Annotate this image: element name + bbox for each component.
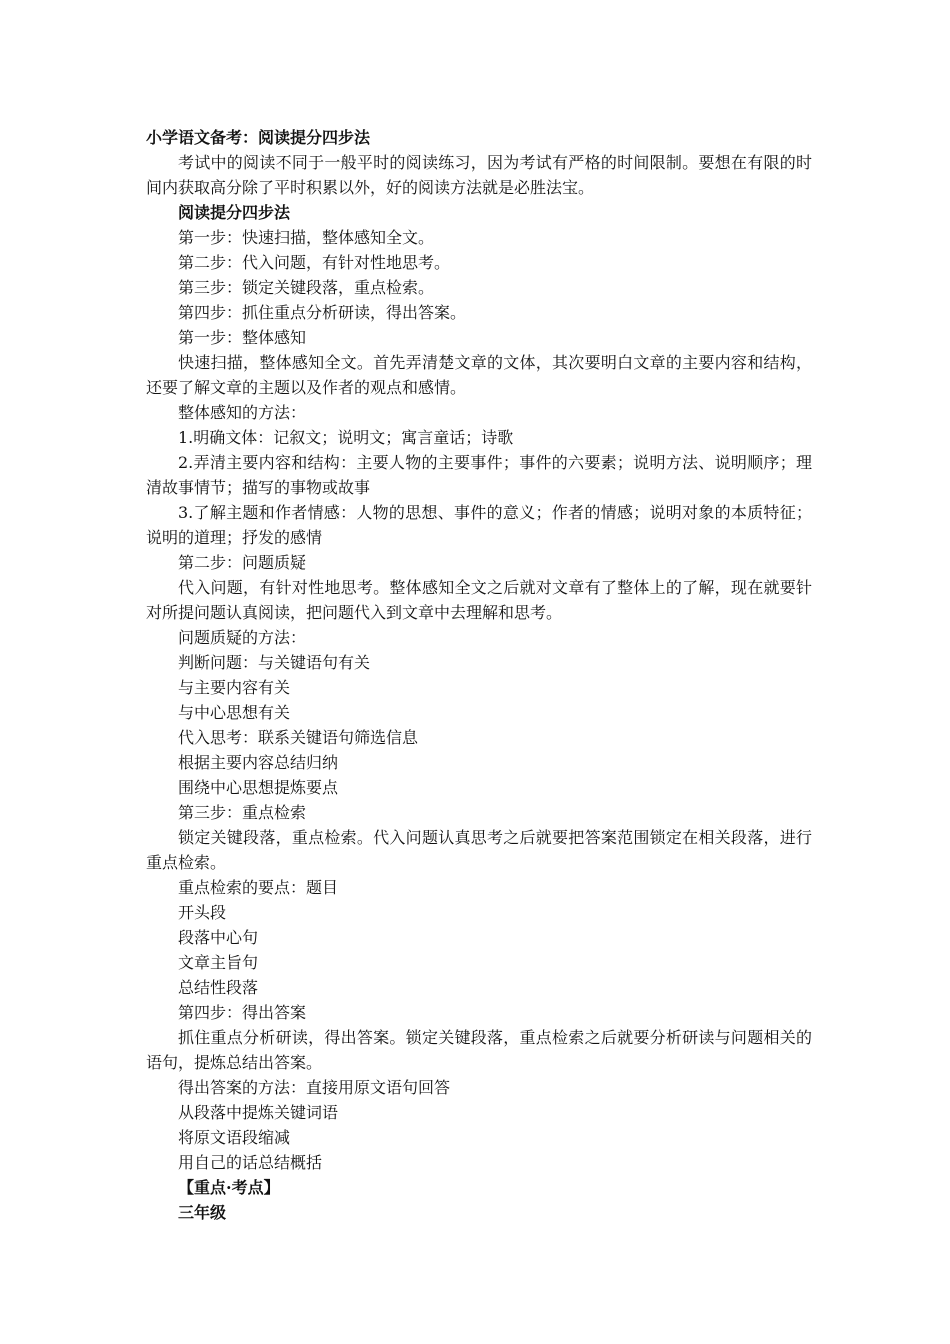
paragraph: 文章主旨句 [178, 953, 259, 972]
paragraph: 根据主要内容总结归纳 [178, 753, 339, 772]
paragraph: 重点检索的要点：题目 [178, 878, 339, 897]
paragraph: 将原文语段缩减 [178, 1128, 291, 1147]
paragraph: 3.了解主题和作者情感：人物的思想、事件的意义；作者的情感；说明对象的本质特征；说明的道理；抒发的感情 [146, 503, 812, 547]
paragraph: 第二步：问题质疑 [178, 553, 307, 572]
paragraph: 总结性段落 [178, 978, 259, 997]
paragraph: 整体感知的方法： [178, 403, 307, 422]
paragraph: 考试中的阅读不同于一般平时的阅读练习，因为考试有严格的时间限制。要想在有限的时间内获取高分除了平时积累以外，好的阅读方法就是必胜法宝。 [146, 153, 812, 197]
document-page [146, 125, 812, 1225]
paragraph: 问题质疑的方法： [178, 628, 307, 647]
document-body [146, 150, 812, 1225]
paragraph: 第二步：代入问题，有针对性地思考。 [178, 253, 451, 272]
paragraph: 第四步：得出答案 [178, 1003, 307, 1022]
paragraph: 代入思考：联系关键语句筛选信息 [178, 728, 419, 747]
paragraph: 抓住重点分析研读，得出答案。锁定关键段落，重点检索之后就要分析研读与问题相关的语句，提炼总结出答案。 [146, 1028, 812, 1072]
paragraph: 代入问题，有针对性地思考。整体感知全文之后就对文章有了整体上的了解，现在就要针对所提问题认真阅读，把问题代入到文章中去理解和思考。 [146, 578, 812, 622]
section-heading: 阅读提分四步法 [178, 203, 291, 222]
paragraph: 第四步：抓住重点分析研读，得出答案。 [178, 303, 467, 322]
paragraph: 2.弄清主要内容和结构：主要人物的主要事件；事件的六要素；说明方法、说明顺序；理清故事情节；描写的事物或故事 [146, 453, 812, 497]
paragraph: 段落中心句 [178, 928, 259, 947]
paragraph: 第一步：快速扫描，整体感知全文。 [178, 228, 435, 247]
paragraph: 第一步：整体感知 [178, 328, 307, 347]
paragraph: 锁定关键段落，重点检索。代入问题认真思考之后就要把答案范围锁定在相关段落，进行重点检索。 [146, 828, 812, 872]
paragraph: 与中心思想有关 [178, 703, 291, 722]
document-title: 小学语文备考：阅读提分四步法 [146, 128, 371, 147]
paragraph: 开头段 [178, 903, 227, 922]
paragraph: 1.明确文体：记叙文；说明文；寓言童话；诗歌 [178, 428, 514, 447]
section-heading: 【重点·考点】 [178, 1178, 280, 1197]
paragraph: 判断问题：与关键语句有关 [178, 653, 371, 672]
paragraph: 从段落中提炼关键词语 [178, 1103, 339, 1122]
paragraph: 围绕中心思想提炼要点 [178, 778, 339, 797]
paragraph: 第三步：锁定关键段落，重点检索。 [178, 278, 435, 297]
paragraph: 与主要内容有关 [178, 678, 291, 697]
paragraph: 第三步：重点检索 [178, 803, 307, 822]
paragraph: 得出答案的方法：直接用原文语句回答 [178, 1078, 451, 1097]
section-heading: 三年级 [178, 1203, 227, 1222]
paragraph: 用自己的话总结概括 [178, 1153, 323, 1172]
paragraph: 快速扫描，整体感知全文。首先弄清楚文章的文体，其次要明白文章的主要内容和结构，还要了解文章的主题以及作者的观点和感情。 [146, 353, 812, 397]
